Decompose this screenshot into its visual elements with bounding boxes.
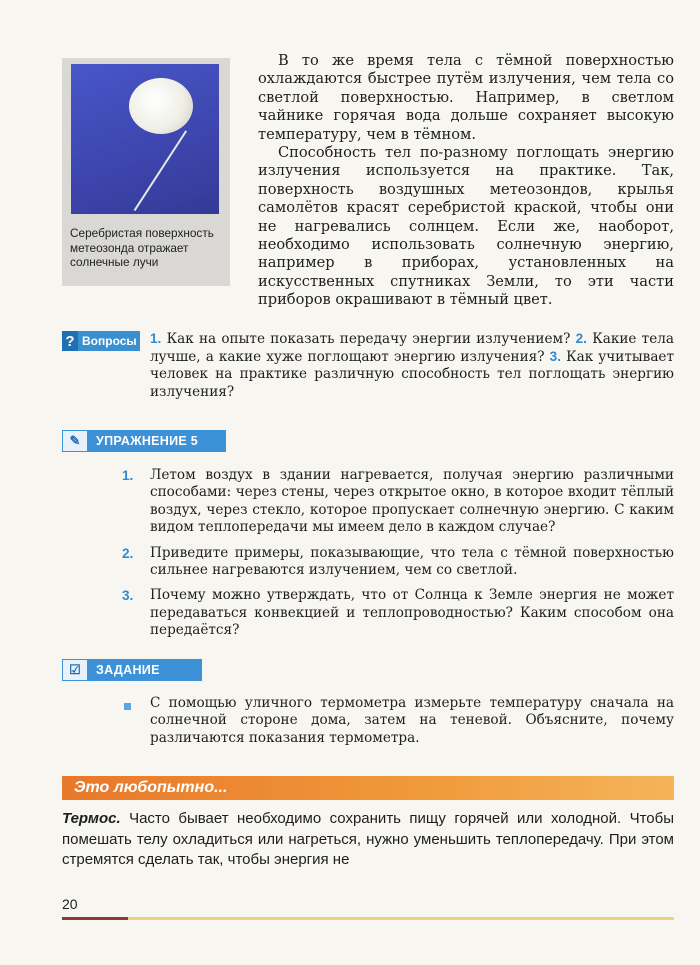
list-item — [122, 545, 674, 580]
item-number: 2. — [122, 545, 134, 561]
exercise-label: УПРАЖНЕНИЕ 5 — [96, 434, 199, 448]
figure-weather-balloon — [62, 58, 230, 286]
item-number: 1. — [122, 468, 134, 483]
question-number: 2. — [575, 331, 587, 346]
list-item — [122, 467, 674, 537]
main-text — [258, 52, 674, 310]
exercise-banner — [62, 430, 226, 452]
page-number: 20 — [62, 896, 78, 912]
list-item — [122, 587, 674, 639]
task-label: ЗАДАНИЕ — [96, 663, 160, 677]
paragraph: Способность тел по-разному поглощать энергию излучения используется на практике. Так, поверхность воздушных метеозондов, крылья самолётов красят серебристой краской, чтобы они не нагревались солнцем. Если же, наоборот, необходимо использовать солнечную энергию, например в приборах, установленных на искусственных спутниках Земли, то эти части приборов окрашивают в тёмный цвет. — [258, 144, 674, 309]
curious-body: Часто бывает необходимо сохранить пищу горячей или холодной. Чтобы помешать телу охладиться или нагреться, нужно уменьшить теплопередачу. При этом стремятся сделать так, чтобы энергия не — [62, 810, 674, 869]
task-banner — [62, 659, 202, 681]
bullet-icon — [124, 703, 131, 710]
pencil-icon: ✎ — [62, 430, 88, 452]
questions-text — [150, 330, 674, 401]
item-number: 3. — [122, 588, 134, 604]
question-number: 3. — [549, 349, 561, 365]
exercise-list — [122, 467, 674, 648]
item-text: Летом воздух в здании нагревается, получая энергию различными способами: через стены, через открытое окно, в которое входит тёплый воздух, через стекло, которое пропускает солнечную энергию. С каким видом теплопередачи мы имеем дело в каждом случае? — [150, 467, 674, 536]
footer-rule-light — [128, 917, 674, 920]
curious-term: Термос. — [62, 810, 121, 827]
questions-label-text: Вопросы — [82, 334, 137, 348]
curious-text — [62, 809, 674, 871]
question-icon: ? — [62, 331, 78, 351]
question-text: Как на опыте показать передачу энергии излучением? — [166, 331, 571, 347]
task-text: С помощью уличного термометра измерьте температуру сначала на солнечной стороне дома, затем на теневой. Объясните, почему различаются показания термометра. — [150, 695, 674, 746]
question-text: Какие тела лучше, а какие хуже поглощают энергию излучения? — [150, 331, 674, 366]
curious-heading: Это любопытно... — [62, 776, 674, 800]
figure-caption: Серебристая поверхность метеозонда отражает солнечные лучи — [70, 226, 214, 270]
balloon-tether — [134, 130, 187, 210]
item-text: Приведите примеры, показывающие, что тела с тёмной поверхностью сильнее нагреваются излучением, чем со светлой. — [150, 544, 674, 579]
footer-rule-dark — [62, 917, 128, 920]
checklist-icon: ☑ — [62, 659, 88, 681]
balloon-photo — [71, 64, 219, 214]
balloon-shape — [129, 78, 193, 134]
item-text: Почему можно утверждать, что от Солнца к Земле энергия не может передаваться конвекцией и теплопроводностью? Каким способом она передаётся? — [150, 587, 674, 639]
question-number: 1. — [150, 331, 162, 346]
question-text: Как учитывает человек на практике различную способность тел поглощать энергию излучения? — [150, 349, 674, 400]
questions-label — [62, 331, 140, 351]
paragraph: В то же время тела с тёмной поверхностью охлаждаются быстрее путём излучения, чем тела со светлой поверхностью. Например, в светлом чайнике горячая вода дольше сохраняет высокую температуру, чем в тёмном. — [258, 52, 674, 143]
